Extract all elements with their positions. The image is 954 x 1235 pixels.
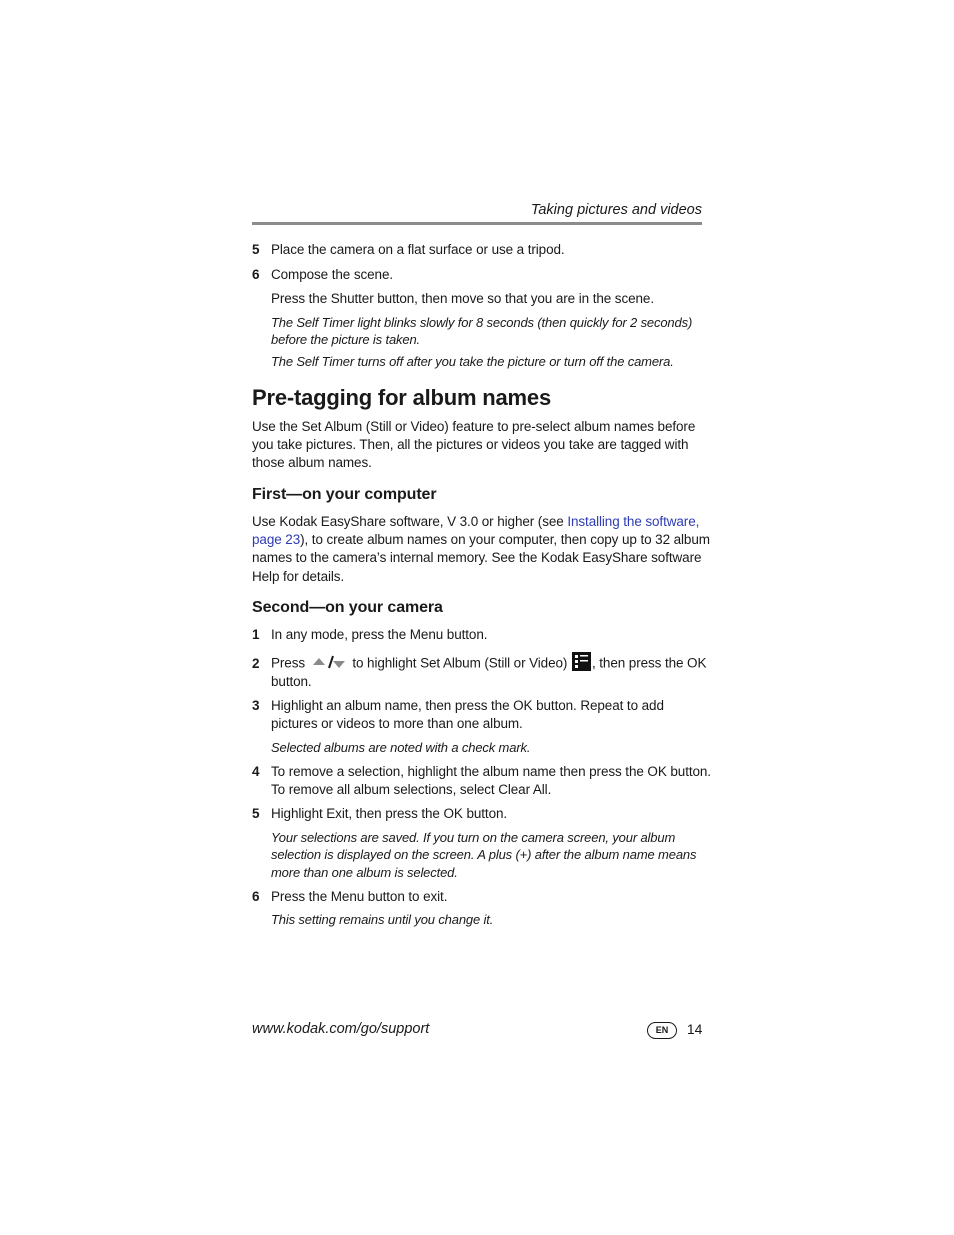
step-6-top: [252, 266, 259, 284]
set-album-icon: [572, 652, 591, 676]
step-number: 2: [252, 656, 260, 671]
step-number: 6: [252, 267, 260, 282]
section-title: Pre-tagging for album names: [252, 385, 551, 410]
note-self-timer-blink-1: The Self Timer light blinks slowly for 8 seconds (then quickly for 2 seconds): [271, 315, 693, 330]
first-line-3: names to the camera’s internal memory. See the Kodak EasyShare software: [252, 550, 702, 565]
intro-line-3: those album names.: [252, 455, 372, 470]
step-number: 5: [252, 806, 260, 821]
step-3-note: Selected albums are noted with a check mark.: [271, 740, 531, 755]
subsection-title-first: First—on your computer: [252, 486, 437, 503]
step-2-line-2: button.: [271, 674, 312, 689]
first-line-4: Help for details.: [252, 569, 345, 584]
step-number: 3: [252, 698, 260, 713]
note-self-timer-off: The Self Timer turns off after you take the picture or turn off the camera.: [271, 354, 674, 369]
first-line-2: [252, 531, 710, 549]
subsection-title-second: Second—on your camera: [252, 599, 443, 616]
installing-software-link[interactable]: Installing the software,: [567, 514, 700, 529]
step-5-top: [252, 241, 259, 259]
step-number: 1: [252, 627, 260, 642]
step-number: 5: [252, 242, 260, 257]
step-5-text: Highlight Exit, then press the OK button.: [271, 806, 508, 821]
step-number: 6: [252, 889, 260, 904]
intro-line-2: you take pictures. Then, all the pictures or videos you take are tagged with: [252, 437, 689, 452]
running-head: Taking pictures and videos: [530, 202, 702, 218]
footer-page-info: [647, 1021, 702, 1039]
language-badge: EN: [647, 1022, 677, 1039]
step-6-note: This setting remains until you change it.: [271, 912, 494, 927]
first-line-2-text: ), to create album names on your computer, then copy up to 32 album: [300, 532, 710, 547]
step-number: 4: [252, 764, 260, 779]
first-line-1-text: Use Kodak EasyShare software, V 3.0 or higher (see: [252, 514, 568, 529]
step-2-mid: to highlight Set Album (Still or Video): [352, 655, 568, 671]
step-3-line-1: Highlight an album name, then press the OK button. Repeat to add: [271, 698, 664, 713]
step-6-text: Compose the scene.: [271, 267, 394, 282]
up-down-arrows-icon: [312, 653, 346, 676]
step-4-line-1: To remove a selection, highlight the album name then press the OK button.: [271, 764, 711, 779]
step-5-note-1: Your selections are saved. If you turn on the camera screen, your album: [271, 830, 676, 845]
footer-url[interactable]: www.kodak.com/go/support: [252, 1021, 430, 1037]
step-6-detail: Press the Shutter button, then move so that you are in the scene.: [271, 291, 654, 306]
first-line-1: [252, 513, 699, 531]
step-2-post: , then press the OK: [591, 655, 707, 671]
step-2-line-1: [271, 652, 706, 676]
page-23-link[interactable]: page 23: [252, 532, 301, 547]
page-number: 14: [686, 1021, 703, 1037]
step-5-note-2: selection is displayed on the screen. A plus (+) after the album name means: [271, 847, 697, 862]
step-5-note-3: more than one album is selected.: [271, 865, 458, 880]
step-5-text: Place the camera on a flat surface or use a tripod.: [271, 242, 565, 257]
header-rule: [252, 222, 702, 225]
step-3-line-2: pictures or videos to more than one album.: [271, 716, 523, 731]
step-2-press: Press: [271, 655, 306, 671]
intro-line-1: Use the Set Album (Still or Video) feature to pre-select album names before: [252, 419, 696, 434]
step-4-line-2: To remove all album selections, select Clear All.: [271, 782, 552, 797]
note-self-timer-blink-2: before the picture is taken.: [271, 332, 421, 347]
step-6-text: Press the Menu button to exit.: [271, 889, 448, 904]
step-1-text: In any mode, press the Menu button.: [271, 627, 488, 642]
